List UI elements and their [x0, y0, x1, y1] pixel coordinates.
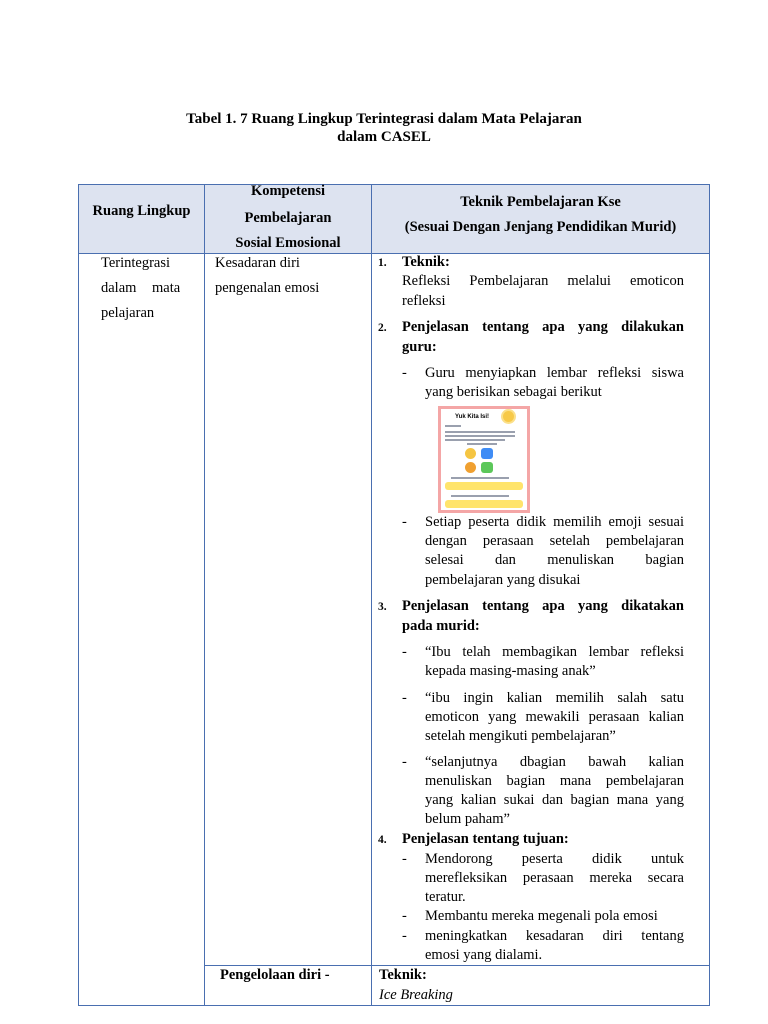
smile-emoji-icon: [465, 448, 476, 459]
table-border-header: [78, 253, 710, 254]
row2-technique-title: Teknik:: [379, 967, 427, 983]
worksheet-title: Yuk Kita Isi!: [455, 414, 490, 420]
table-border-left: [78, 184, 79, 1006]
bullet-dash: -: [402, 851, 407, 867]
table-border-top: [78, 184, 710, 185]
header-ruang-lingkup: Ruang Lingkup: [92, 203, 191, 219]
sun-icon: [503, 411, 514, 422]
table-caption: [0, 110, 768, 146]
bullet-dash: -: [402, 514, 407, 530]
caption-line-1: Tabel 1. 7 Ruang Lingkup Terintegrasi dalam Mata Pelajaran: [186, 111, 582, 127]
bullet-dash: -: [402, 928, 407, 944]
sad-emoji-icon: [465, 462, 476, 473]
bullet-dash: -: [402, 644, 407, 660]
green-square-icon: [481, 462, 493, 473]
bullet-dash: -: [402, 908, 407, 924]
reflection-worksheet-image: [438, 406, 530, 513]
table-border-col1: [204, 184, 205, 1006]
table-border-right: [709, 184, 710, 1006]
bullet-dash: -: [402, 365, 407, 381]
blue-square-icon: [481, 448, 493, 459]
bullet-dash: -: [402, 690, 407, 706]
bullet-dash: -: [402, 754, 407, 770]
cell-competency-row2: Pengelolaan diri -: [220, 967, 330, 983]
caption-line-2: dalam CASEL: [337, 129, 431, 145]
table-border-col2: [371, 184, 372, 1006]
row2-technique: Ice Breaking: [379, 987, 453, 1003]
